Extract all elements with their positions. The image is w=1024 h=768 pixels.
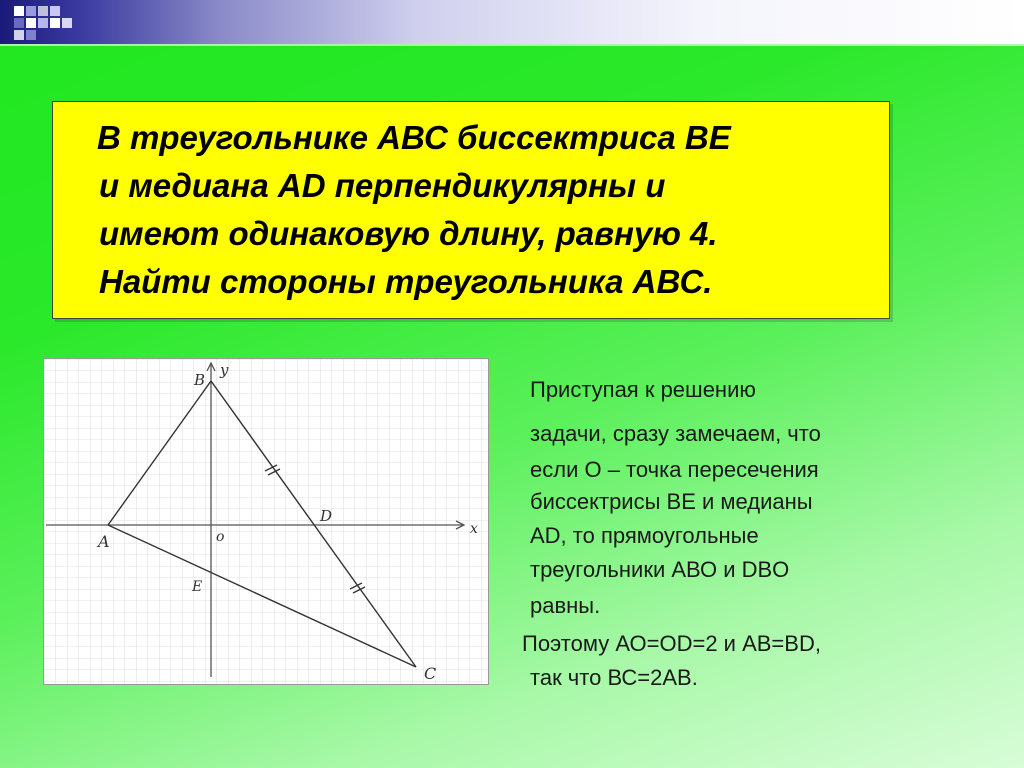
label-b: B (194, 371, 206, 389)
label-a: A (98, 532, 110, 551)
problem-line-4: Найти стороны треугольника АВС. (99, 263, 713, 300)
problem-line-3: имеют одинаковую длину, равную 4. (99, 215, 718, 252)
label-o: o (216, 529, 225, 545)
label-y-axis: y (220, 361, 229, 379)
label-c: C (424, 664, 437, 683)
geometry-figure (43, 358, 489, 685)
problem-box (52, 101, 890, 319)
label-d: D (320, 507, 333, 525)
figure-svg (44, 359, 488, 684)
header-bar (0, 0, 1024, 44)
solution-line-4: биссектрисы ВЕ и медианы (530, 489, 813, 514)
problem-line-1: В треугольнике АВС биссектриса ВЕ (97, 119, 731, 156)
problem-text (53, 102, 889, 318)
label-x-axis: x (470, 521, 478, 537)
solution-line-6: треугольники АВО и DBO (530, 557, 790, 582)
solution-line-9: так что ВС=2АВ. (530, 665, 698, 690)
solution-line-1: Приступая к решению (530, 377, 756, 402)
header-divider (0, 44, 1024, 46)
label-e: E (192, 579, 203, 595)
solution-line-2: задачи, сразу замечаем, что (530, 421, 821, 446)
solution-line-3: если О – точка пересечения (530, 457, 819, 482)
solution-line-8: Поэтому АО=OD=2 и АВ=BD, (522, 631, 821, 656)
solution-line-7: равны. (530, 593, 601, 618)
solution-line-5: AD, то прямоугольные (530, 523, 759, 548)
problem-line-2: и медиана AD перпендикулярны и (99, 167, 666, 204)
